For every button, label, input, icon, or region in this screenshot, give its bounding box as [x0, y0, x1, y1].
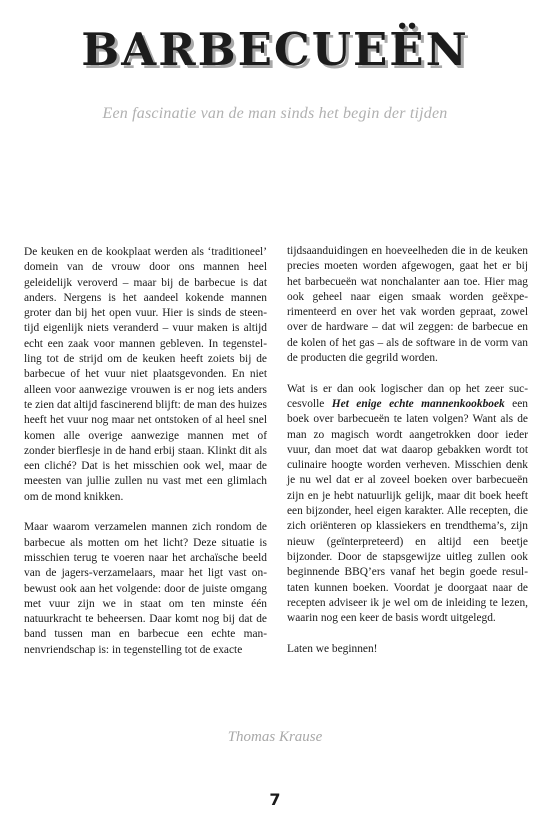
- book-title: Het enige echte mannenkookboek: [331, 397, 505, 410]
- body-paragraph: De keuken en de kookplaat werden als ‘traditioneel’ domein van de vrouw door ons mannen heel geleidelijk veroverd – maar bij de barbecue is dat anders. Nergens is het aandeel kokende mannen groter dan bij het open vuur. Hier is sinds de steentijd eigenlijk niets veranderd – vuur maken is altijd echt een zaak voor mannen gebleven. In tegenstelling tot de strijd om de keuken heeft zoiets bij de barbecue of het vuur niet plaatsgevonden. En niet alleen voor aanwezige vrouwen is er nog iets anders te zien dat altijd fascinerend blijft: de man des huizes heeft het vuur nog maar net ontstoken of al heel snel komen alle overige aanwezige mannen met of zonder bierflesje in de hand erbij staan. Klinkt dit als een cliché? Dat is het misschien ook wel, maar de meesten van jullie zullen nu vast met een glimlach om de mond knikken.: [24, 246, 267, 503]
- body-text: een boek over barbecueën te laten volgen? Want als de man zo magisch wordt aangetrokken door ieder vuur, dan moet dat wat daarop gebakken wordt tot culinaire hoogte worden verheven. Misschien denk je nu wel dat er al zoveel boeken over barbecueën zijn en je hebt natuurlijk gelijk, maar dit boek heeft een bijzonder, heel eigen karakter. Alle recepten, die zich oriënteren op klassiekers en trendthema’s, zijn nieuw (geïnterpreteerd) en altijd een beetje bijzonder. Door de stapsgewijze uitleg zullen ook beginnende BBQ’ers vanaf het begin goede resultaten kunnen boeken. Voordat je doorgaat naar de recepten adviseer ik je wel om de inleiding te lezen, waarin nog een keer de basis wordt uitgelegd.: [287, 397, 528, 625]
- page-subtitle: Een fascinatie van de man sinds het begin der tijden: [102, 105, 448, 122]
- body-paragraph: tijdsaanduidingen en hoeveelheden die in de keuken precies moeten worden afgewogen, gaat het er bij het barbecueën wat nonchalanter aan toe. Hier mag ook geheel naar eigen smaak worden geëxperimenteerd en over het vak worden gepraat, zowel over de hardware – dat wil zeggen: de barbecue en de kolen of het gas – als de software in de vorm van de producten die gegrild worden.: [287, 245, 528, 365]
- body-paragraph: Laten we beginnen!: [287, 642, 378, 655]
- body-paragraph: Maar waarom verzamelen mannen zich rondom de barbecue als motten om het licht? Deze situatie is misschien terug te voeren naar het archaïsche beeld van de jagers-verzamelaars, maar het ligt vast onbewust ook aan het volgende: door de juiste omgang met vuur zijn we in staat om ten minste één natuurkracht te beheersen. Daar komt nog bij dat de band tussen man en barbecue een echte mannenvriendschap is: in tegenstelling tot de exacte: [24, 521, 267, 656]
- text-column-left: [24, 245, 267, 658]
- body-paragraph: [287, 382, 528, 627]
- author-signature: Thomas Krause: [227, 729, 323, 745]
- page-title: BARBECUEËN: [81, 23, 469, 76]
- body-text: Wat is er dan ook logischer dan op het zeer succesvolle: [287, 382, 528, 410]
- text-column-right: [287, 244, 528, 657]
- page-number: 7: [269, 790, 281, 809]
